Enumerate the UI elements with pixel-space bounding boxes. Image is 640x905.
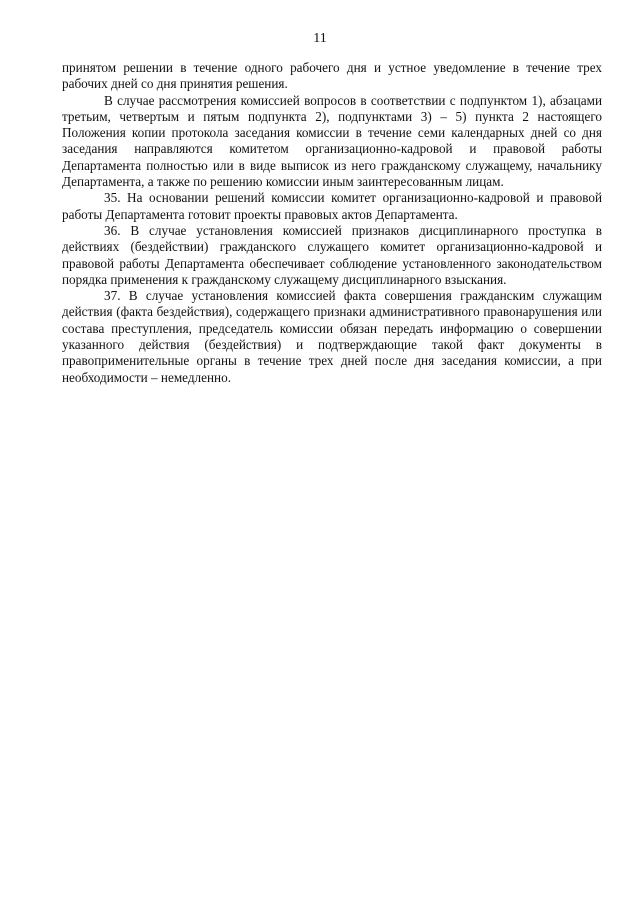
- paragraph-35: 35. На основании решений комиссии комитет организационно-кадровой и правовой работы Департамента готовит проекты правовых актов Департамента.: [62, 190, 602, 222]
- paragraph-protocol-copies: В случае рассмотрения комиссией вопросов в соответствии с подпунктом 1), абзацами третьим, четвертым и пятым подпункта 2), подпунктами 3) – 5) пункта 2 настоящего Положения копии протокола заседания комиссии в течение семи календарных дней со дня заседания направляются комитетом организационно-кадровой и правовой работы Департамента полностью или в виде выписок из него гражданскому служащему, начальнику Департамента, а также по решению комиссии иным заинтересованным лицам.: [62, 92, 602, 190]
- page-number: 11: [313, 31, 327, 46]
- paragraph-37: 37. В случае установления комиссией факта совершения гражданским служащим действия (факта бездействия), содержащего признаки административного правонарушения или состава преступления, председатель комиссии обязан передать информацию о совершении указанного действия (бездействия) и подтверждающие такой факт документы в правоприменительные органы в течение трех дней после дня заседания комиссии, а при необходимости – немедленно.: [62, 288, 602, 385]
- paragraph-continuation: принятом решении в течение одного рабочего дня и устное уведомление в течение трех рабочих дней со дня принятия решения.: [62, 60, 602, 92]
- document-body: [62, 60, 602, 386]
- paragraph-36: 36. В случае установления комиссией признаков дисциплинарного проступка в действиях (бездействии) гражданского служащего комитет организационно-кадровой и правовой работы Департамента обеспечивает соблюдение установленного законодательством порядка применения к гражданскому служащему дисциплинарного взыскания.: [62, 222, 602, 287]
